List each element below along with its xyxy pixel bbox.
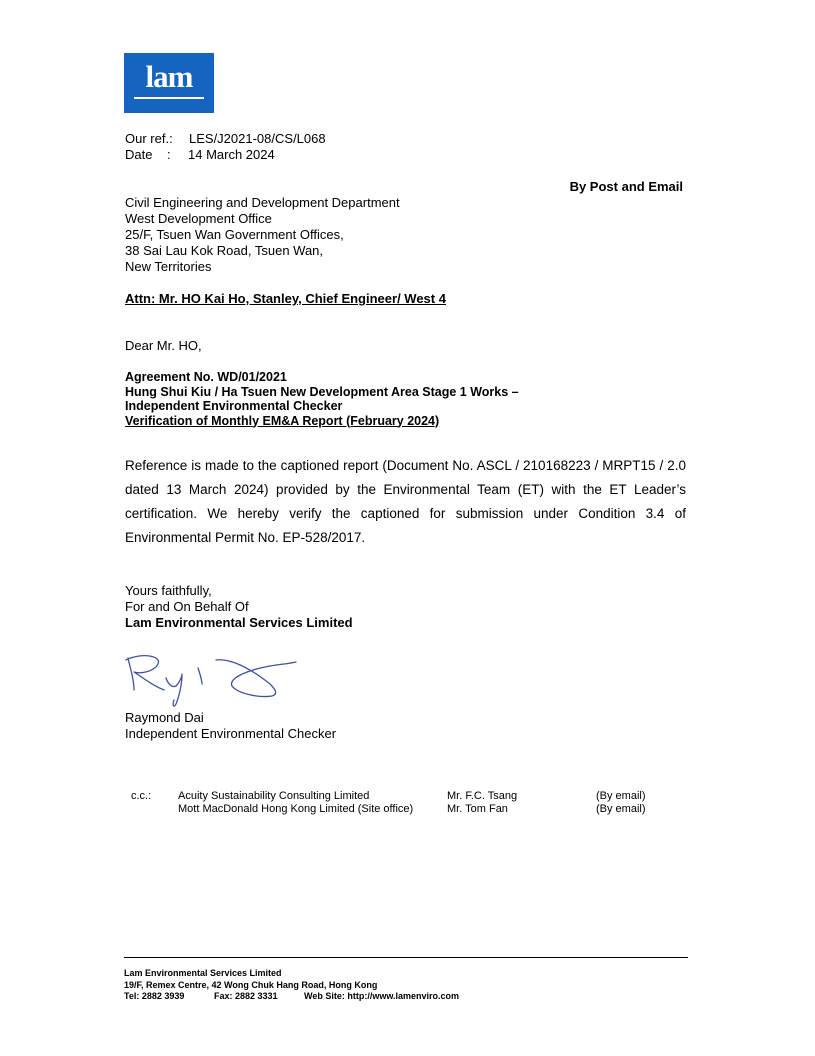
closing-behalf: For and On Behalf Of — [125, 599, 249, 614]
our-ref-label: Our ref.: — [125, 131, 173, 146]
subject-project: Hung Shui Kiu / Ha Tsuen New Development Area Stage 1 Works – — [125, 384, 519, 399]
address-line: 25/F, Tsuen Wan Government Offices, — [125, 227, 344, 242]
footer-divider — [124, 957, 688, 958]
footer-address: 19/F, Remex Centre, 42 Wong Chuk Hang Road, Hong Kong — [124, 979, 378, 990]
subject-agreement: Agreement No. WD/01/2021 — [125, 370, 287, 384]
logo-underline — [134, 97, 204, 99]
cc-label: c.c.: — [131, 790, 152, 802]
signer-title: Independent Environmental Checker — [125, 726, 337, 741]
logo-text: lam — [145, 59, 193, 94]
date-label: Date — [125, 147, 153, 162]
footer-fax: Fax: 2882 3331 — [214, 991, 278, 1001]
signature-icon — [120, 650, 300, 708]
footer-contacts — [124, 991, 459, 1003]
body-paragraph: Reference is made to the captioned report (Document No. ASCL / 210168223 / MRPT15 / 2.0 dated 13 March 2024) provided by the Environmental Team (ET) with the ET Leader’s certification. We hereby verify the captioned for submission under Condition 3.4 of Environmental Permit No. EP-528/2017. — [125, 458, 686, 545]
cc-org: Mott MacDonald Hong Kong Limited (Site office) — [178, 802, 414, 815]
cc-method: (By email) — [596, 802, 646, 815]
address-line: New Territories — [125, 259, 212, 274]
date-colon: : — [167, 147, 171, 162]
our-ref-value: LES/J2021-08/CS/L068 — [189, 131, 326, 146]
cc-persons — [447, 790, 517, 815]
attention-line: Attn: Mr. HO Kai Ho, Stanley, Chief Engineer/ West 4 — [125, 291, 446, 306]
footer-tel: Tel: 2882 3939 — [124, 991, 185, 1001]
subject-title: Verification of Monthly EM&A Report (February 2024) — [125, 413, 440, 428]
address-line: 38 Sai Lau Kok Road, Tsuen Wan, — [125, 243, 324, 258]
salutation: Dear Mr. HO, — [125, 338, 202, 353]
cc-organizations — [178, 790, 413, 815]
footer — [124, 968, 459, 1003]
cc-method: (By email) — [596, 790, 646, 802]
closing-company: Lam Environmental Services Limited — [125, 615, 353, 630]
cc-org: Acuity Sustainability Consulting Limited — [178, 790, 370, 802]
address-line: Civil Engineering and Development Department — [125, 195, 400, 210]
subject-block — [125, 370, 519, 428]
company-logo — [124, 53, 214, 113]
date-value: 14 March 2024 — [188, 147, 275, 162]
signer-name: Raymond Dai — [125, 710, 204, 725]
cc-person: Mr. Tom Fan — [447, 802, 508, 815]
footer-web: Web Site: http://www.lamenviro.com — [304, 991, 460, 1001]
closing-line: Yours faithfully, — [125, 583, 212, 598]
signer-block — [125, 710, 336, 742]
our-ref-row — [125, 131, 326, 147]
date-row — [125, 147, 275, 163]
delivery-method: By Post and Email — [569, 179, 683, 194]
address-line: West Development Office — [125, 211, 272, 226]
subject-role: Independent Environmental Checker — [125, 399, 343, 413]
cc-person: Mr. F.C. Tsang — [447, 790, 518, 802]
recipient-address — [125, 195, 400, 275]
footer-company: Lam Environmental Services Limited — [124, 968, 282, 978]
cc-methods — [596, 790, 646, 815]
closing-block — [125, 583, 353, 631]
